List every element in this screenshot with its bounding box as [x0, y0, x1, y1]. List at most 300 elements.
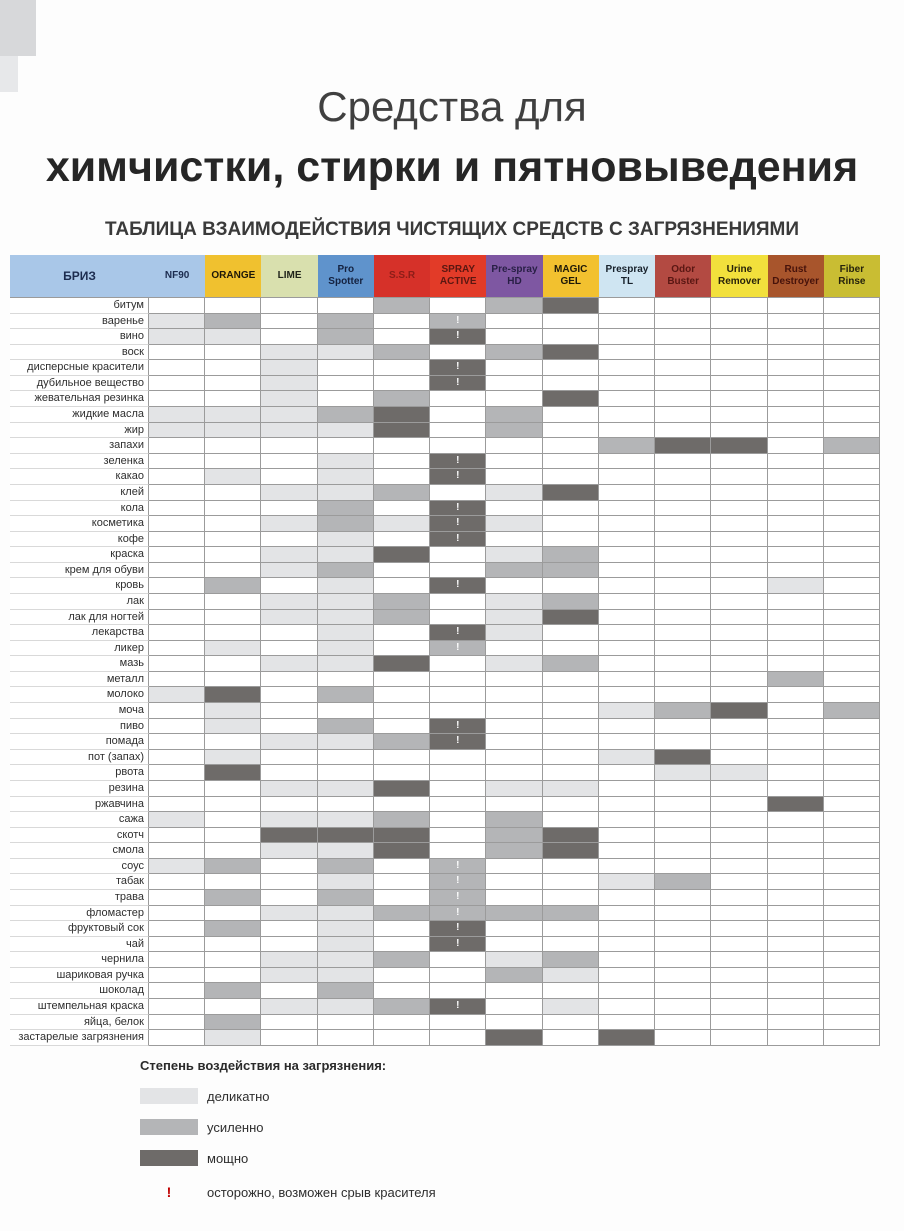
column-header: Prespray TL	[599, 255, 655, 297]
stain-label: застарелые загрязнения	[10, 1030, 149, 1046]
intensity-cell	[543, 828, 599, 844]
stain-label: трава	[10, 890, 149, 906]
intensity-cell	[655, 797, 711, 813]
intensity-cell	[205, 828, 261, 844]
intensity-cell	[824, 345, 880, 361]
intensity-cell	[599, 423, 655, 439]
intensity-cell	[430, 298, 486, 314]
intensity-cell	[149, 594, 205, 610]
column-header: NF90	[149, 255, 205, 297]
intensity-cell	[430, 812, 486, 828]
stain-label: пот (запах)	[10, 750, 149, 766]
intensity-cell	[543, 314, 599, 330]
stain-label: ржавчина	[10, 797, 149, 813]
table-row	[10, 921, 880, 937]
stain-label: кровь	[10, 578, 149, 594]
intensity-cell: !	[430, 921, 486, 937]
intensity-cell	[486, 407, 542, 423]
intensity-cell	[599, 438, 655, 454]
intensity-cell	[374, 890, 430, 906]
intensity-cell	[374, 610, 430, 626]
legend-item-label: мощно	[207, 1150, 249, 1166]
intensity-cell	[205, 983, 261, 999]
intensity-cell	[824, 687, 880, 703]
intensity-cell	[205, 921, 261, 937]
intensity-cell	[599, 906, 655, 922]
legend-item	[140, 1088, 436, 1104]
intensity-cell	[149, 1015, 205, 1031]
intensity-cell	[711, 859, 767, 875]
intensity-cell	[711, 501, 767, 517]
stain-label: мазь	[10, 656, 149, 672]
intensity-cell	[318, 734, 374, 750]
table-row	[10, 625, 880, 641]
stain-label: металл	[10, 672, 149, 688]
intensity-cell	[711, 983, 767, 999]
intensity-cell	[599, 516, 655, 532]
table-row	[10, 812, 880, 828]
intensity-cell	[374, 360, 430, 376]
intensity-cell	[543, 532, 599, 548]
intensity-cell	[205, 906, 261, 922]
intensity-cell	[711, 797, 767, 813]
intensity-cell	[374, 719, 430, 735]
intensity-cell	[486, 610, 542, 626]
intensity-cell	[655, 906, 711, 922]
stain-label: штемпельная краска	[10, 999, 149, 1015]
intensity-cell	[768, 485, 824, 501]
intensity-cell	[261, 641, 317, 657]
legend-item-label: деликатно	[207, 1088, 270, 1104]
intensity-cell	[711, 1030, 767, 1046]
intensity-cell	[205, 314, 261, 330]
intensity-cell	[205, 890, 261, 906]
intensity-cell	[318, 999, 374, 1015]
intensity-cell: !	[430, 890, 486, 906]
intensity-cell	[824, 454, 880, 470]
table-row	[10, 890, 880, 906]
intensity-cell	[711, 719, 767, 735]
intensity-cell	[824, 874, 880, 890]
intensity-cell	[318, 423, 374, 439]
intensity-cell	[768, 765, 824, 781]
intensity-cell	[374, 516, 430, 532]
intensity-cell	[318, 952, 374, 968]
intensity-cell	[374, 750, 430, 766]
intensity-cell	[261, 921, 317, 937]
intensity-cell	[149, 454, 205, 470]
intensity-cell	[711, 1015, 767, 1031]
intensity-cell	[430, 765, 486, 781]
intensity-cell	[205, 469, 261, 485]
table-row	[10, 859, 880, 875]
stain-label: шариковая ручка	[10, 968, 149, 984]
intensity-cell	[768, 937, 824, 953]
intensity-cell	[711, 532, 767, 548]
intensity-cell	[149, 563, 205, 579]
intensity-cell	[768, 687, 824, 703]
intensity-cell	[824, 469, 880, 485]
intensity-cell	[318, 329, 374, 345]
intensity-cell	[374, 469, 430, 485]
intensity-cell	[655, 719, 711, 735]
intensity-cell	[149, 734, 205, 750]
intensity-cell	[318, 438, 374, 454]
intensity-cell	[261, 376, 317, 392]
intensity-cell	[711, 672, 767, 688]
intensity-cell	[599, 563, 655, 579]
table-row	[10, 656, 880, 672]
intensity-cell	[768, 719, 824, 735]
intensity-cell	[205, 625, 261, 641]
intensity-cell	[149, 641, 205, 657]
intensity-cell	[543, 843, 599, 859]
intensity-cell	[655, 781, 711, 797]
intensity-cell	[205, 734, 261, 750]
legend-title: Степень воздействия на загрязнения:	[140, 1058, 387, 1073]
intensity-cell: !	[430, 625, 486, 641]
intensity-cell	[318, 937, 374, 953]
intensity-cell	[824, 641, 880, 657]
intensity-cell	[543, 610, 599, 626]
intensity-cell	[318, 906, 374, 922]
intensity-cell	[711, 906, 767, 922]
intensity-cell	[655, 828, 711, 844]
intensity-cell	[149, 1030, 205, 1046]
intensity-cell	[149, 610, 205, 626]
intensity-cell	[824, 719, 880, 735]
intensity-cell	[318, 625, 374, 641]
intensity-cell	[149, 501, 205, 517]
intensity-cell	[261, 687, 317, 703]
table-row	[10, 578, 880, 594]
intensity-cell	[655, 765, 711, 781]
intensity-cell	[318, 890, 374, 906]
intensity-cell	[599, 345, 655, 361]
intensity-cell	[486, 843, 542, 859]
table-row	[10, 937, 880, 953]
intensity-cell	[149, 999, 205, 1015]
intensity-cell	[149, 952, 205, 968]
intensity-cell	[711, 360, 767, 376]
intensity-cell	[599, 1030, 655, 1046]
intensity-cell	[486, 594, 542, 610]
intensity-cell	[824, 672, 880, 688]
intensity-cell	[824, 765, 880, 781]
intensity-cell	[655, 454, 711, 470]
table-row	[10, 407, 880, 423]
intensity-cell	[430, 423, 486, 439]
intensity-cell	[205, 672, 261, 688]
intensity-cell	[149, 672, 205, 688]
intensity-cell	[655, 812, 711, 828]
stain-label: чай	[10, 937, 149, 953]
intensity-cell	[486, 859, 542, 875]
intensity-cell: !	[430, 532, 486, 548]
intensity-cell	[205, 687, 261, 703]
column-header: Pro Spotter	[318, 255, 374, 297]
intensity-cell	[824, 797, 880, 813]
intensity-cell	[374, 906, 430, 922]
intensity-cell	[318, 485, 374, 501]
intensity-cell	[205, 532, 261, 548]
intensity-cell	[149, 345, 205, 361]
intensity-cell	[374, 594, 430, 610]
intensity-cell	[486, 1030, 542, 1046]
intensity-cell	[768, 874, 824, 890]
intensity-cell	[486, 828, 542, 844]
intensity-cell	[205, 594, 261, 610]
intensity-cell	[824, 999, 880, 1015]
intensity-cell	[261, 843, 317, 859]
intensity-cell	[318, 641, 374, 657]
intensity-cell	[824, 828, 880, 844]
intensity-cell	[655, 703, 711, 719]
intensity-cell	[318, 983, 374, 999]
table-row	[10, 298, 880, 314]
intensity-cell	[543, 641, 599, 657]
intensity-cell	[655, 376, 711, 392]
intensity-cell	[824, 594, 880, 610]
intensity-cell	[430, 703, 486, 719]
table-row	[10, 703, 880, 719]
intensity-cell	[374, 625, 430, 641]
legend-swatch	[140, 1088, 198, 1104]
intensity-cell	[318, 578, 374, 594]
intensity-cell	[711, 547, 767, 563]
intensity-cell	[824, 516, 880, 532]
intensity-cell	[318, 594, 374, 610]
page-title-line1: Средства для	[317, 83, 587, 130]
intensity-cell	[486, 750, 542, 766]
intensity-cell	[543, 750, 599, 766]
intensity-cell	[655, 1015, 711, 1031]
intensity-cell	[149, 719, 205, 735]
intensity-cell	[374, 874, 430, 890]
intensity-cell	[261, 719, 317, 735]
intensity-cell	[430, 750, 486, 766]
intensity-cell	[599, 719, 655, 735]
intensity-cell	[374, 937, 430, 953]
table-row	[10, 594, 880, 610]
intensity-cell	[599, 314, 655, 330]
intensity-cell	[824, 1015, 880, 1031]
intensity-cell	[824, 890, 880, 906]
stain-label: ликер	[10, 641, 149, 657]
table-row	[10, 501, 880, 517]
intensity-cell	[205, 501, 261, 517]
intensity-cell	[486, 469, 542, 485]
intensity-cell	[205, 952, 261, 968]
intensity-cell	[486, 952, 542, 968]
intensity-cell	[599, 625, 655, 641]
intensity-cell	[486, 890, 542, 906]
intensity-cell	[599, 921, 655, 937]
table-row	[10, 983, 880, 999]
intensity-cell	[824, 983, 880, 999]
column-header: Rust Destroyer	[768, 255, 824, 297]
intensity-cell	[599, 532, 655, 548]
intensity-cell	[599, 469, 655, 485]
intensity-cell	[261, 906, 317, 922]
legend-warning-label: осторожно, возможен срыв красителя	[207, 1184, 436, 1200]
intensity-cell	[318, 812, 374, 828]
legend-item	[140, 1150, 436, 1166]
table-row	[10, 968, 880, 984]
intensity-cell	[261, 672, 317, 688]
intensity-cell	[599, 594, 655, 610]
intensity-cell	[711, 687, 767, 703]
intensity-cell	[768, 656, 824, 672]
stain-label: смола	[10, 843, 149, 859]
intensity-cell	[655, 734, 711, 750]
intensity-cell	[543, 438, 599, 454]
table-row	[10, 345, 880, 361]
stain-label: косметика	[10, 516, 149, 532]
intensity-cell	[486, 532, 542, 548]
intensity-cell	[374, 983, 430, 999]
intensity-cell	[543, 345, 599, 361]
intensity-cell	[205, 843, 261, 859]
intensity-cell: !	[430, 719, 486, 735]
intensity-cell	[599, 968, 655, 984]
warning-exclamation-icon: !	[166, 1184, 172, 1200]
intensity-cell	[711, 345, 767, 361]
intensity-cell	[824, 921, 880, 937]
intensity-cell	[543, 298, 599, 314]
intensity-cell	[318, 563, 374, 579]
intensity-cell	[430, 656, 486, 672]
intensity-cell	[486, 968, 542, 984]
intensity-cell	[486, 656, 542, 672]
intensity-cell	[599, 329, 655, 345]
table-row	[10, 469, 880, 485]
intensity-cell	[599, 298, 655, 314]
intensity-cell	[655, 469, 711, 485]
intensity-cell	[768, 547, 824, 563]
intensity-cell	[768, 376, 824, 392]
intensity-cell	[318, 454, 374, 470]
intensity-cell	[824, 843, 880, 859]
intensity-cell	[261, 547, 317, 563]
stain-label: жидкие масла	[10, 407, 149, 423]
intensity-cell	[205, 516, 261, 532]
intensity-cell	[205, 859, 261, 875]
intensity-cell	[824, 298, 880, 314]
intensity-cell	[599, 765, 655, 781]
intensity-cell: !	[430, 469, 486, 485]
intensity-cell	[768, 610, 824, 626]
intensity-cell	[543, 407, 599, 423]
table-row	[10, 874, 880, 890]
intensity-cell	[543, 719, 599, 735]
intensity-cell	[824, 532, 880, 548]
intensity-cell	[374, 999, 430, 1015]
intensity-cell	[486, 423, 542, 439]
intensity-cell	[430, 391, 486, 407]
stain-label: запахи	[10, 438, 149, 454]
intensity-cell	[486, 1015, 542, 1031]
intensity-cell	[768, 532, 824, 548]
intensity-cell	[655, 890, 711, 906]
intensity-cell	[599, 843, 655, 859]
intensity-cell	[486, 298, 542, 314]
intensity-cell	[318, 298, 374, 314]
intensity-cell	[261, 329, 317, 345]
intensity-cell	[261, 765, 317, 781]
intensity-cell	[318, 672, 374, 688]
intensity-cell	[374, 391, 430, 407]
intensity-cell	[768, 828, 824, 844]
intensity-cell	[205, 485, 261, 501]
intensity-cell	[374, 765, 430, 781]
intensity-cell	[655, 874, 711, 890]
intensity-cell	[205, 812, 261, 828]
intensity-cell: !	[430, 501, 486, 517]
intensity-cell	[261, 578, 317, 594]
intensity-cell	[374, 563, 430, 579]
table-row	[10, 765, 880, 781]
intensity-cell	[205, 391, 261, 407]
intensity-cell	[205, 578, 261, 594]
table-row	[10, 641, 880, 657]
intensity-cell	[205, 454, 261, 470]
intensity-cell	[149, 532, 205, 548]
legend-warning-row	[140, 1184, 436, 1200]
intensity-cell	[486, 391, 542, 407]
intensity-cell	[318, 360, 374, 376]
intensity-cell: !	[430, 376, 486, 392]
intensity-cell	[768, 968, 824, 984]
intensity-cell	[655, 438, 711, 454]
intensity-cell	[824, 360, 880, 376]
intensity-cell: !	[430, 859, 486, 875]
intensity-cell	[486, 765, 542, 781]
intensity-cell	[149, 516, 205, 532]
intensity-cell	[374, 734, 430, 750]
intensity-cell	[543, 874, 599, 890]
intensity-cell	[149, 968, 205, 984]
intensity-cell	[543, 734, 599, 750]
intensity-cell: !	[430, 734, 486, 750]
stain-label: шоколад	[10, 983, 149, 999]
intensity-cell	[543, 578, 599, 594]
intensity-cell	[599, 641, 655, 657]
table-row	[10, 547, 880, 563]
intensity-cell	[149, 469, 205, 485]
intensity-cell	[318, 687, 374, 703]
intensity-cell	[430, 843, 486, 859]
intensity-cell	[655, 298, 711, 314]
intensity-cell	[374, 298, 430, 314]
intensity-cell	[205, 438, 261, 454]
intensity-cell	[655, 610, 711, 626]
intensity-cell	[318, 750, 374, 766]
intensity-cell	[318, 828, 374, 844]
intensity-cell	[149, 547, 205, 563]
intensity-cell	[711, 469, 767, 485]
intensity-cell	[261, 828, 317, 844]
intensity-cell	[655, 407, 711, 423]
stain-label: фломастер	[10, 906, 149, 922]
intensity-cell	[149, 828, 205, 844]
intensity-cell	[655, 314, 711, 330]
intensity-cell	[824, 937, 880, 953]
stain-label: чернила	[10, 952, 149, 968]
intensity-cell	[543, 1030, 599, 1046]
intensity-cell	[711, 890, 767, 906]
intensity-cell	[149, 656, 205, 672]
